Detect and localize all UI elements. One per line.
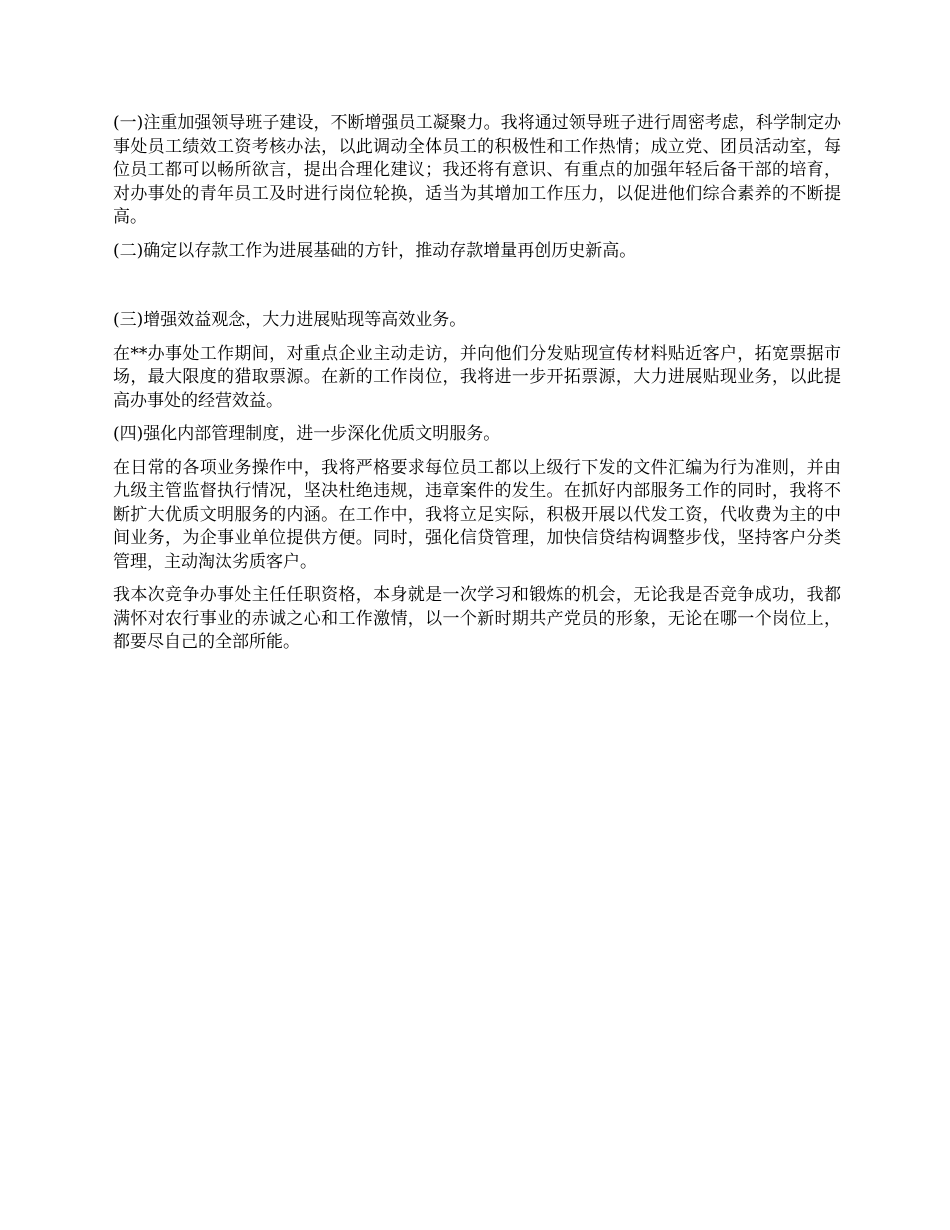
- paragraph-discount-body: 在**办事处工作期间，对重点企业主动走访，并向他们分发贴现宣传材料贴近客户，拓宽票据市场，最大限度的猎取票源。在新的工作岗位，我将进一步开拓票源，大力进展贴现业务，以此提高办事处的经营效益。: [113, 343, 841, 411]
- blank-spacer: [113, 273, 841, 309]
- paragraph-leadership: (一)注重加强领导班子建设，不断增强员工凝聚力。我将通过领导班子进行周密考虑，科学制定办事处员工绩效工资考核办法，以此调动全体员工的积极性和工作热情；成立党、团员活动室，每位员工都可以畅所欲言，提出合理化建议；我还将有意识、有重点的加强年轻后备干部的培育，对办事处的青年员工及时进行岗位轮换，适当为其增加工作压力，以促进他们综合素养的不断提高。: [113, 113, 841, 227]
- paragraph-management-heading: (四)强化内部管理制度，进一步深化优质文明服务。: [113, 424, 501, 444]
- paragraph-discount-heading: (三)增强效益观念，大力进展贴现等高效业务。: [113, 310, 467, 330]
- paragraph-conclusion: 我本次竞争办事处主任任职资格，本身就是一次学习和锻炼的机会，无论我是否竞争成功，我都满怀对农行事业的赤诚之心和工作激情，以一个新时期共产党员的形象，无论在哪一个岗位上，都要尽自己的全部所能。: [113, 585, 841, 652]
- document-body: [113, 112, 841, 665]
- paragraph-deposit-heading: (二)确定以存款工作为进展基础的方针，推动存款增量再创历史新高。: [113, 240, 637, 261]
- paragraph-management-body: 在日常的各项业务操作中，我将严格要求每位员工都以上级行下发的文件汇编为行为准则，并由九级主管监督执行情况，坚决杜绝违规，违章案件的发生。在抓好内部服务工作的同时，我将不断扩大优质文明服务的内涵。在工作中，我将立足实际，积极开展以代发工资，代收费为主的中间业务，为企事业单位提供方便。同时，强化信贷管理，加快信贷结构调整步伐，坚持客户分类管理，主动淘汰劣质客户。: [113, 457, 841, 572]
